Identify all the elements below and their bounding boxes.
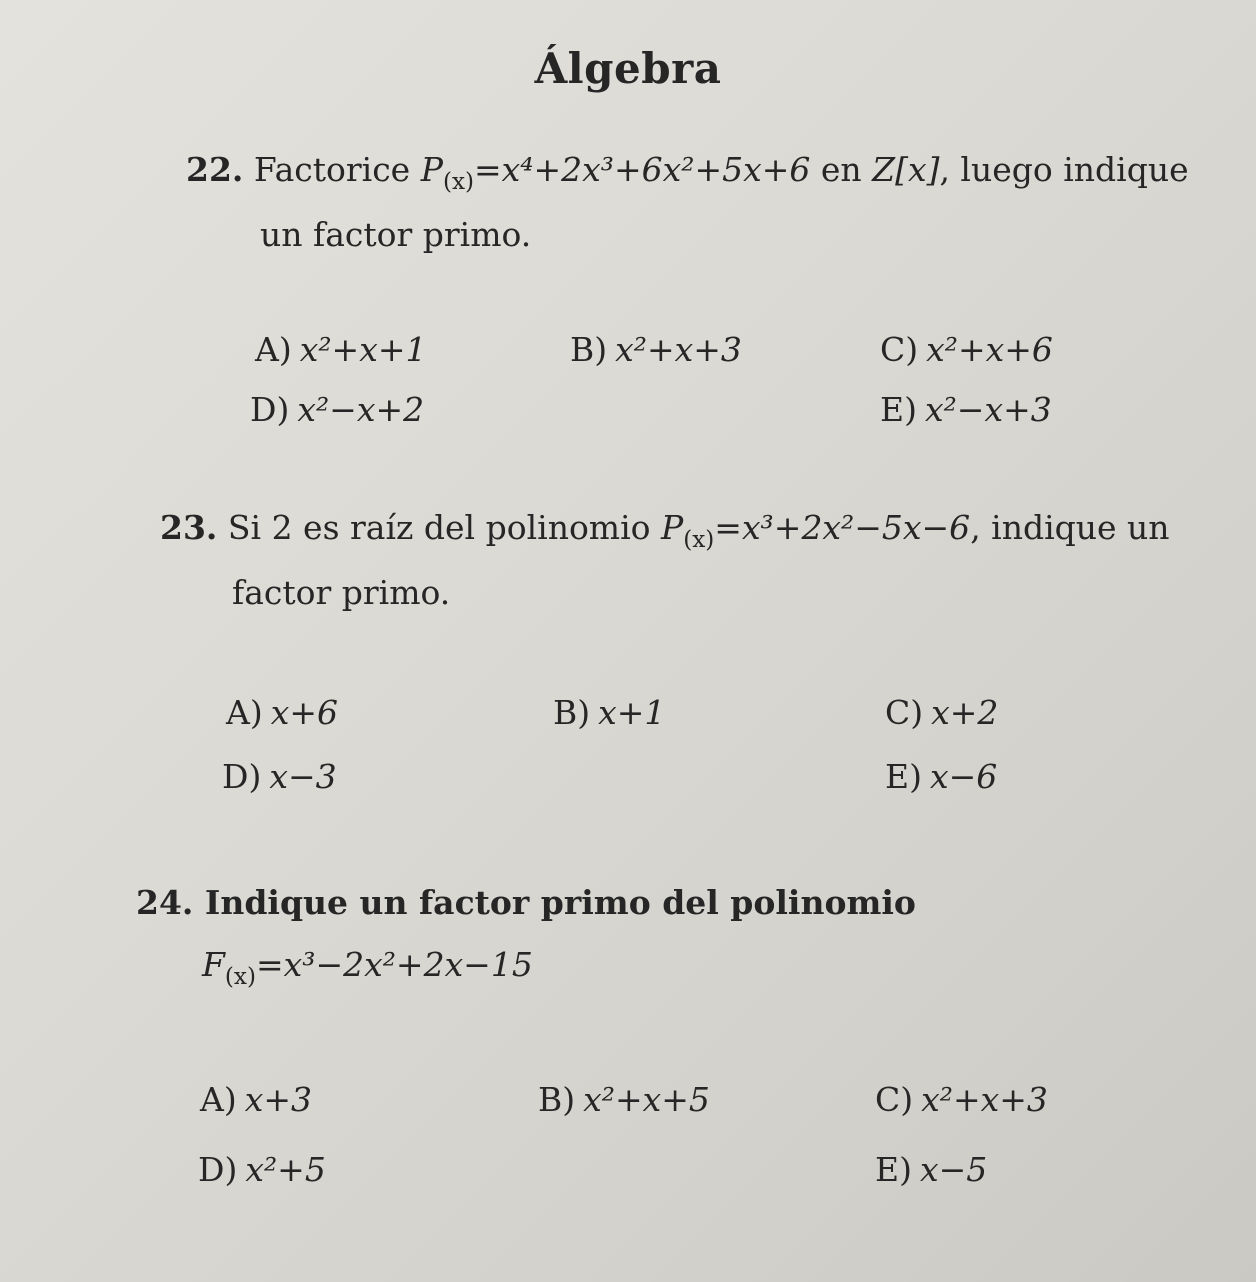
question-24-number: 24. xyxy=(136,883,194,922)
question-24-line-2 xyxy=(202,945,533,991)
question-24-text: Indique un factor primo del polinomio xyxy=(204,883,916,922)
question-22-line-2: un factor primo. xyxy=(260,215,532,254)
page-title: Álgebra xyxy=(534,44,722,93)
question-22-line-1 xyxy=(186,150,1189,196)
question-23-text-before: Si 2 es raíz del polinomio xyxy=(227,508,651,547)
question-24-polynomial: $F_{(x)}=x^3-2x^2+2x-15$ xyxy=(202,945,533,991)
q23-option-a[interactable]: A) x+6 xyxy=(226,693,338,732)
q23-option-d[interactable]: D) x−3 xyxy=(222,757,337,796)
q23-option-b[interactable]: B) x+1 xyxy=(553,693,666,732)
question-22-text-mid: en xyxy=(820,150,862,189)
question-23-number: 23. xyxy=(160,508,218,547)
question-23-text-after: , indique un xyxy=(970,508,1170,547)
q24-option-c[interactable]: C) x²+x+3 xyxy=(875,1080,1048,1119)
question-22-text-before: Factorice xyxy=(253,150,411,189)
question-23-line-1 xyxy=(160,508,1170,554)
q24-option-e[interactable]: E) x−5 xyxy=(875,1150,988,1189)
q24-option-b[interactable]: B) x²+x+5 xyxy=(538,1080,710,1119)
q22-option-d[interactable]: D) x²−x+2 xyxy=(250,390,425,429)
q23-option-e[interactable]: E) x−6 xyxy=(885,757,998,796)
question-22-number: 22. xyxy=(186,150,244,189)
q22-option-a[interactable]: A) x²+x+1 xyxy=(255,330,427,369)
question-22-ring: Z[x] xyxy=(872,150,940,189)
question-22-polynomial: $P_{(x)}=x^4+2x^3+6x^2+5x+6$ xyxy=(420,150,811,196)
q24-option-a[interactable]: A) x+3 xyxy=(200,1080,312,1119)
q22-option-b[interactable]: B) x²+x+3 xyxy=(570,330,742,369)
question-23-polynomial: $P_{(x)}=x^3+2x^2-5x-6$ xyxy=(661,508,971,554)
q22-option-e[interactable]: E) x²−x+3 xyxy=(880,390,1052,429)
question-22-text-after: , luego indique xyxy=(939,150,1189,189)
question-23-line-2: factor primo. xyxy=(232,573,451,612)
q22-option-c[interactable]: C) x²+x+6 xyxy=(880,330,1053,369)
q23-option-c[interactable]: C) x+2 xyxy=(885,693,999,732)
question-24-line-1 xyxy=(136,883,916,922)
q24-option-d[interactable]: D) x²+5 xyxy=(198,1150,326,1189)
